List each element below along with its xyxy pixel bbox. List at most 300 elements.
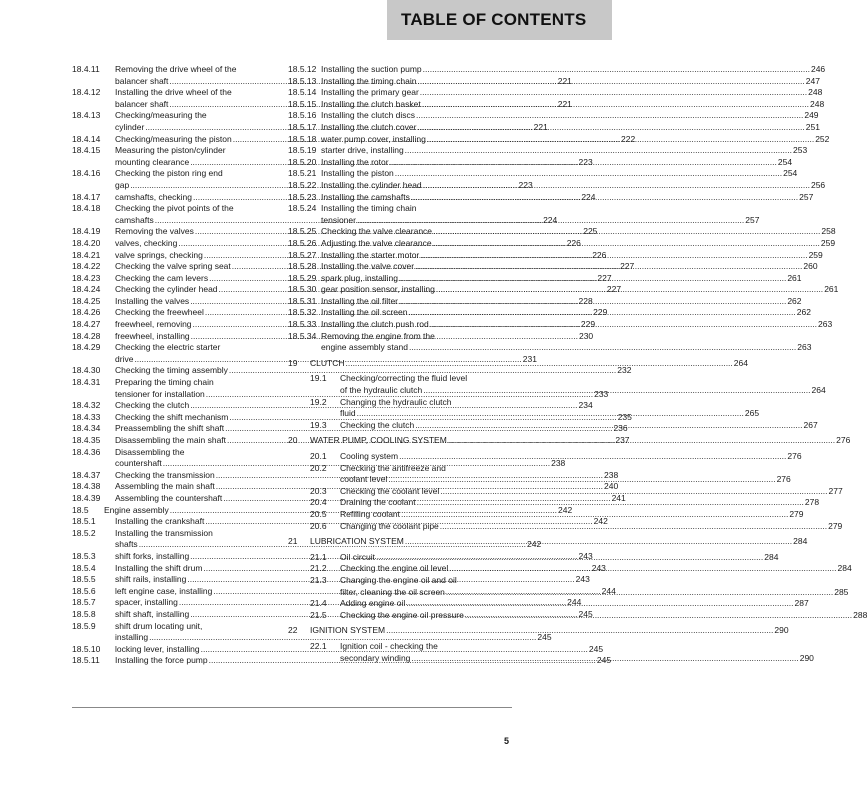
toc-page-number[interactable]: 242 xyxy=(558,504,573,515)
toc-entry-number: 18.4.21 xyxy=(72,249,101,260)
toc-entry-title: Installing the force pump xyxy=(115,655,208,666)
toc-entry-body xyxy=(340,420,818,432)
toc-entry-line xyxy=(321,296,802,308)
toc-page-number[interactable]: 238 xyxy=(604,469,619,480)
toc-entry-line xyxy=(321,87,822,99)
toc-entry-number: 18.4.38 xyxy=(72,481,101,492)
toc-page-number[interactable]: 242 xyxy=(527,539,542,550)
toc-page-number[interactable]: 287 xyxy=(794,598,809,609)
dot-leader xyxy=(399,273,786,285)
toc-entry-number: 18.5.34 xyxy=(288,330,317,341)
toc-page-number[interactable]: 245 xyxy=(596,655,612,666)
toc-entry-title: Installing the suction pump xyxy=(321,64,422,74)
toc-entry-title: Checking the clutch xyxy=(115,400,190,411)
toc-entry-number: 18.4.11 xyxy=(72,64,100,74)
toc-entry-number: 18.5.13 xyxy=(288,75,317,86)
toc-entry-title: coolant level xyxy=(340,474,388,485)
toc-entry-line xyxy=(321,250,823,262)
toc-page-number[interactable]: 232 xyxy=(617,365,632,376)
toc-page-number[interactable]: 221 xyxy=(557,98,572,109)
toc-entry-title: balancer shaft xyxy=(115,75,169,86)
toc-page-number[interactable]: 284 xyxy=(793,536,808,547)
toc-entry-number: 18.5.7 xyxy=(72,597,96,608)
toc-entry-title: Checking the cam levers xyxy=(115,272,209,283)
toc-page-number[interactable]: 261 xyxy=(787,272,802,283)
toc-entry[interactable] xyxy=(288,145,808,157)
toc-entry-number: 22 xyxy=(288,625,298,636)
toc-entry-number: 21.4 xyxy=(310,598,327,609)
toc-entry-title: Installing the valve cover xyxy=(321,261,415,272)
toc-entry-title: mounting clearance xyxy=(115,156,190,167)
toc-entry-body xyxy=(321,261,818,273)
toc-entry-number: 18.5.20 xyxy=(288,156,317,167)
toc-page-number[interactable]: 224 xyxy=(543,214,558,225)
toc-page-number[interactable]: 276 xyxy=(836,435,851,446)
toc-page-number[interactable]: 263 xyxy=(797,342,812,353)
toc-page-number[interactable]: 257 xyxy=(799,191,814,202)
toc-entry-number: 18.5.14 xyxy=(288,87,317,98)
toc-entry-title: Checking/correcting the fluid level xyxy=(340,373,468,384)
toc-entry-number: 18.4.34 xyxy=(72,423,101,434)
toc-entry-number: 18.5.21 xyxy=(288,168,317,179)
toc-page-number[interactable]: 247 xyxy=(805,75,820,86)
toc-entry-title: CLUTCH xyxy=(310,357,345,368)
toc-page-number[interactable]: 229 xyxy=(580,319,596,330)
toc-entry-line xyxy=(340,563,852,575)
toc-entry-number: 18.5.27 xyxy=(288,249,317,260)
toc-entry-number: 18.5.2 xyxy=(72,527,96,538)
toc-entry-title: balancer shaft xyxy=(115,98,169,109)
toc-entry-title: Checking the transmission xyxy=(115,469,215,480)
toc-entry-number: 20.2 xyxy=(310,462,327,473)
toc-entry-line xyxy=(340,408,759,420)
toc-page-number[interactable]: 223 xyxy=(578,156,593,167)
toc-page-number[interactable]: 279 xyxy=(789,508,804,519)
dot-leader xyxy=(376,552,763,564)
toc-entry-title: Preparing the timing chain xyxy=(115,377,214,388)
toc-entry-title: secondary winding xyxy=(340,652,411,663)
toc-entry-number: 20.6 xyxy=(310,520,327,531)
dot-leader xyxy=(415,261,802,273)
toc-page-number[interactable]: 244 xyxy=(601,585,616,596)
toc-entry-body xyxy=(321,238,835,250)
toc-entry-body xyxy=(321,250,823,262)
toc-entry-number: 18.5.24 xyxy=(288,203,317,214)
toc-entry-title: Assembling the countershaft xyxy=(115,492,223,503)
toc-entry-title: filter, cleaning the oil screen xyxy=(340,586,445,597)
toc-page-number[interactable]: 227 xyxy=(620,261,635,272)
toc-entry-title: shift forks, installing xyxy=(115,550,190,561)
toc-page-number[interactable]: 227 xyxy=(597,272,612,283)
toc-page-number[interactable]: 261 xyxy=(824,284,839,295)
toc-entry-title: Preassembling the shift shaft xyxy=(115,423,225,434)
toc-entry-title: Checking the piston ring end xyxy=(115,168,223,179)
toc-entry-number: 18.4.31 xyxy=(72,377,101,388)
toc-entry-title: Checking the clutch xyxy=(340,419,415,430)
toc-page-number[interactable]: 277 xyxy=(828,485,843,496)
toc-entry-line xyxy=(321,99,824,111)
toc-entry-title: Installing the crankshaft xyxy=(115,516,205,527)
toc-header-bar xyxy=(387,0,612,40)
toc-entry-title: IGNITION SYSTEM xyxy=(310,625,386,636)
toc-page-number[interactable]: 243 xyxy=(575,574,590,585)
toc-entry-number: 18.5.4 xyxy=(72,562,96,573)
toc-page-number[interactable]: 241 xyxy=(611,492,626,503)
toc-entry-body xyxy=(340,497,819,509)
toc-page-number[interactable]: 253 xyxy=(792,145,808,156)
toc-page-number[interactable]: 221 xyxy=(533,121,548,132)
toc-page-number[interactable]: 249 xyxy=(804,110,819,121)
toc-page-number[interactable]: 276 xyxy=(776,474,791,485)
toc-page-number[interactable]: 263 xyxy=(818,319,833,330)
toc-page-number[interactable]: 264 xyxy=(811,385,826,396)
toc-entry-title: Disassembling the xyxy=(115,446,185,457)
toc-entry-number: 20 xyxy=(288,435,298,446)
toc-entry-body xyxy=(321,64,825,76)
toc-page-number[interactable]: 259 xyxy=(808,249,823,260)
toc-entry-number: 18.5 xyxy=(72,504,89,515)
toc-entry-line xyxy=(321,192,813,204)
toc-entry-number: 18.4.39 xyxy=(72,492,101,503)
dot-leader xyxy=(440,486,827,498)
toc-page-number[interactable]: 231 xyxy=(522,353,537,364)
dot-leader xyxy=(405,536,792,548)
toc-entry-title: freewheel, removing xyxy=(115,319,192,330)
toc-page-number[interactable]: 237 xyxy=(615,435,630,445)
toc-entry[interactable] xyxy=(288,168,798,180)
toc-entry-body xyxy=(340,509,804,521)
toc-entry-title: Changing the hydraulic clutch xyxy=(340,396,452,407)
toc-entry-number: 18.5.31 xyxy=(288,295,317,306)
toc-entry-title: cylinder xyxy=(115,121,145,132)
toc-page-number[interactable]: 285 xyxy=(834,586,849,597)
toc-page-number[interactable]: 245 xyxy=(578,608,593,619)
toc-entry-body xyxy=(321,307,811,319)
toc-entry-title: Checking the engine oil pressure xyxy=(340,609,464,620)
dot-leader xyxy=(399,451,786,463)
toc-entry-line xyxy=(340,521,842,533)
toc-entry-line xyxy=(321,168,797,180)
toc-entry[interactable] xyxy=(288,451,802,463)
toc-entry-title: Changing the coolant pipe xyxy=(340,520,439,531)
toc-entry-line xyxy=(340,397,759,409)
toc-entry-title: Installing the transmission xyxy=(115,527,213,538)
toc-entry-number: 18.5.5 xyxy=(72,574,96,585)
toc-entry-title: Installing the piston xyxy=(321,168,394,179)
toc-page-number[interactable]: 245 xyxy=(588,643,604,654)
toc-entry-title: Installing the clutch basket xyxy=(321,98,421,109)
toc-entry-body xyxy=(321,134,829,146)
toc-entry-body xyxy=(321,203,759,226)
toc-page-number[interactable]: 257 xyxy=(745,214,760,225)
toc-page-number[interactable]: 243 xyxy=(578,550,593,561)
dot-leader xyxy=(386,625,773,637)
toc-page-number[interactable]: 259 xyxy=(820,237,836,248)
toc-entry-body xyxy=(340,397,759,420)
dot-leader xyxy=(399,296,786,308)
toc-entry-number: 18.4.12 xyxy=(72,87,101,98)
toc-page-number[interactable]: 251 xyxy=(805,121,820,132)
toc-entry-number: 18.4.32 xyxy=(72,400,101,411)
toc-entry-number: 18.5.18 xyxy=(288,133,317,144)
toc-entry-number: 21.3 xyxy=(310,574,327,585)
toc-entry-title: valves, checking xyxy=(115,237,178,248)
toc-entry-body xyxy=(310,358,748,370)
toc-entry-number: 18.4.26 xyxy=(72,307,101,318)
toc-page-number[interactable]: 227 xyxy=(606,284,622,295)
toc-entry-line xyxy=(310,358,748,370)
toc-entry-body xyxy=(321,284,838,296)
toc-entry-number: 18.4.37 xyxy=(72,469,101,480)
toc-entry-body xyxy=(321,145,807,157)
dot-leader xyxy=(401,509,788,521)
toc-entry-body xyxy=(310,435,850,447)
toc-page-number[interactable]: 262 xyxy=(787,295,802,306)
toc-entry-line xyxy=(340,486,843,498)
toc-entry-line xyxy=(321,238,835,250)
toc-entry-title: LUBRICATION SYSTEM xyxy=(310,536,404,547)
toc-entry-title: Checking the valve spring seat xyxy=(115,261,231,272)
dot-leader xyxy=(423,385,810,397)
toc-entry-line xyxy=(321,284,838,296)
toc-entry-title: Checking the valve clearance xyxy=(321,226,433,237)
toc-entry-title: Checking the cylinder head xyxy=(115,284,218,295)
toc-entry[interactable] xyxy=(72,365,632,377)
toc-page-number[interactable]: 224 xyxy=(581,191,596,202)
toc-entry-title: Checking the electric starter xyxy=(115,342,221,353)
dot-leader xyxy=(409,342,796,354)
toc-page-number[interactable]: 265 xyxy=(744,408,760,419)
toc-entry-title: Installing the shift drum xyxy=(115,562,203,573)
toc-entry-title: Checking the antifreeze and xyxy=(340,462,446,473)
toc-page-number[interactable]: 244 xyxy=(567,597,582,608)
toc-entry-number: 18.5.15 xyxy=(288,98,317,109)
toc-entry-body xyxy=(340,463,791,486)
toc-entry-line xyxy=(321,76,820,88)
toc-page-number[interactable]: 238 xyxy=(551,458,566,469)
dot-leader xyxy=(417,76,804,88)
toc-entry-title: freewheel, installing xyxy=(115,330,190,341)
toc-page-number[interactable]: 223 xyxy=(518,179,533,190)
toc-page-number[interactable]: 284 xyxy=(764,551,779,562)
toc-entry-title: water pump cover, installing xyxy=(321,133,426,144)
toc-entry-number: 18.4.27 xyxy=(72,319,101,330)
toc-page-number[interactable]: 256 xyxy=(810,179,826,190)
toc-entry-number: 18.4.25 xyxy=(72,295,101,306)
toc-entry-body xyxy=(340,521,842,533)
toc-entry-line xyxy=(310,536,807,548)
toc-page-number[interactable]: 233 xyxy=(594,388,609,399)
dot-leader xyxy=(446,587,833,599)
toc-entry-body xyxy=(340,575,848,598)
toc-entry-line xyxy=(321,319,832,331)
toc-entry-number: 18.5.6 xyxy=(72,585,96,596)
toc-entry-title: Oil circuit xyxy=(340,551,375,562)
toc-page-number[interactable]: 290 xyxy=(774,625,789,636)
toc-entry-title: Changing the engine oil and oil xyxy=(340,574,457,585)
toc-entry-title: Checking the pivot points of the xyxy=(115,203,234,214)
toc-page-number[interactable]: 229 xyxy=(593,307,608,318)
toc-entry-line xyxy=(340,552,778,564)
toc-entry-body xyxy=(321,180,825,192)
toc-entry-number: 20.1 xyxy=(310,451,327,461)
toc-page-number[interactable]: 267 xyxy=(803,419,818,430)
toc-entry-number: 18.5.8 xyxy=(72,608,96,619)
toc-entry-title: Installing the rotor xyxy=(321,156,389,167)
toc-page-number[interactable]: 236 xyxy=(613,423,628,434)
toc-page-number[interactable]: 234 xyxy=(578,400,593,411)
toc-entry-title: Installing the drive wheel of the xyxy=(115,87,232,98)
toc-entry-title: Installing the camshafts xyxy=(321,191,410,202)
toc-page-number[interactable]: 248 xyxy=(808,87,823,98)
toc-entry-number: 18.4.28 xyxy=(72,330,101,341)
toc-entry-body xyxy=(321,110,819,122)
toc-entry-line xyxy=(321,203,759,215)
toc-entry-title: Refilling coolant xyxy=(340,508,401,519)
toc-page-number[interactable]: 230 xyxy=(578,330,594,341)
toc-entry-number: 18.4.23 xyxy=(72,272,101,283)
toc-entry-number: 20.3 xyxy=(310,485,327,496)
toc-entry-title: Installing the primary gear xyxy=(321,87,419,98)
toc-entry-number: 18.4.17 xyxy=(72,191,101,202)
toc-entry-body xyxy=(310,625,789,637)
toc-entry-line xyxy=(321,226,836,238)
dot-leader xyxy=(422,99,809,111)
toc-entry-title: Disassembling the main shaft xyxy=(115,435,227,445)
toc-entry[interactable] xyxy=(288,87,823,99)
toc-entry-number: 18.4.20 xyxy=(72,237,101,248)
toc-entry-title: Checking/measuring the xyxy=(115,110,207,121)
toc-entry-title: Installing the timing chain xyxy=(321,75,417,86)
toc-page-number[interactable]: 264 xyxy=(733,357,748,368)
toc-entry-number: 18.5.1 xyxy=(72,516,96,527)
toc-entry-number: 18.4.19 xyxy=(72,226,101,237)
toc-entry-line xyxy=(340,474,791,486)
toc-entry-title: Installing the oil filter xyxy=(321,295,399,306)
toc-entry-title: starter drive, installing xyxy=(321,145,404,156)
toc-entry-title: Installing the cylinder head xyxy=(321,179,422,190)
dot-leader xyxy=(411,192,798,204)
toc-entry-number: 18.4.24 xyxy=(72,284,101,295)
toc-entry-body xyxy=(321,296,802,308)
toc-entry-number: 18.4.29 xyxy=(72,342,101,353)
toc-page-number[interactable]: 240 xyxy=(604,481,619,492)
toc-page-number[interactable]: 254 xyxy=(783,168,798,179)
toc-entry-body xyxy=(340,563,852,575)
toc-entry-number: 18.5.16 xyxy=(288,110,317,121)
toc-page-number[interactable]: 254 xyxy=(777,156,793,167)
toc-entry-title: gap xyxy=(115,179,130,190)
toc-entry-number: 21.1 xyxy=(310,551,327,562)
toc-page-number[interactable]: 262 xyxy=(796,307,811,318)
toc-page-number[interactable]: 290 xyxy=(799,652,814,663)
toc-entry-body xyxy=(321,192,813,204)
toc-entry-title: left engine case, installing xyxy=(115,585,213,596)
dot-leader xyxy=(423,64,810,76)
toc-entry-number: 21 xyxy=(288,536,298,547)
toc-entry-title: fluid xyxy=(340,408,356,419)
toc-entry-body xyxy=(340,451,802,463)
dot-leader xyxy=(423,180,810,192)
toc-entry-title: countershaft xyxy=(115,458,162,469)
toc-entry-line xyxy=(340,610,867,622)
dot-leader xyxy=(433,226,820,238)
toc-page-number[interactable]: 252 xyxy=(815,133,830,144)
toc-entry-title: Installing the clutch cover xyxy=(321,121,417,132)
toc-page-number[interactable]: 284 xyxy=(837,563,852,574)
toc-entry-title: Installing the valves xyxy=(115,295,190,306)
toc-entry[interactable] xyxy=(288,625,789,637)
toc-entry-title: Removing the engine from the xyxy=(321,330,435,341)
toc-entry-title: shafts xyxy=(115,539,138,550)
footer-divider xyxy=(72,707,512,708)
toc-page-number[interactable]: 226 xyxy=(566,237,581,248)
toc-entry-body xyxy=(321,273,802,285)
toc-entry-body xyxy=(340,641,814,664)
toc-entry-body xyxy=(340,486,843,498)
toc-entry-line xyxy=(340,587,848,599)
toc-page-number[interactable]: 248 xyxy=(810,98,825,109)
dot-leader xyxy=(448,435,835,447)
toc-entry-line xyxy=(310,625,789,637)
toc-entry-line xyxy=(321,261,818,273)
toc-entry-body xyxy=(321,168,797,180)
toc-page-number[interactable]: 288 xyxy=(853,609,867,620)
toc-page-number[interactable]: 276 xyxy=(787,451,802,461)
dot-leader xyxy=(417,497,804,509)
toc-entry[interactable] xyxy=(288,110,819,122)
toc-entry-number: 19.3 xyxy=(310,419,327,430)
toc-entry-number: 18.5.9 xyxy=(72,620,96,631)
toc-page-number[interactable]: 245 xyxy=(537,632,552,643)
toc-page-number[interactable]: 260 xyxy=(803,261,818,272)
toc-entry-title: locking lever, installing xyxy=(115,643,200,654)
toc-entry-title: camshafts xyxy=(115,214,154,225)
toc-entry-number: 18.5.10 xyxy=(72,643,101,654)
toc-entry-line xyxy=(321,273,802,285)
toc-page-number[interactable]: 225 xyxy=(583,226,598,237)
toc-entry[interactable] xyxy=(288,64,826,76)
toc-page-number[interactable]: 278 xyxy=(804,497,820,508)
toc-page-number[interactable]: 228 xyxy=(578,295,593,306)
toc-entry-line xyxy=(340,641,814,653)
toc-entry-title: engine assembly stand xyxy=(321,342,408,353)
toc-page-number[interactable]: 221 xyxy=(557,75,572,86)
toc-entry-number: 20.4 xyxy=(310,497,327,508)
toc-page-number[interactable]: 226 xyxy=(592,249,607,260)
toc-entry-number: 18.5.19 xyxy=(288,145,317,156)
toc-page-number[interactable]: 279 xyxy=(828,520,843,531)
toc-page-number[interactable]: 222 xyxy=(621,133,636,144)
toc-entry-title: Removing the valves xyxy=(115,226,194,237)
toc-page-number[interactable]: 246 xyxy=(810,64,826,74)
toc-page-number[interactable]: 243 xyxy=(591,562,606,573)
toc-entry-title: camshafts, checking xyxy=(115,191,193,202)
toc-entry-number: 18.5.11 xyxy=(72,655,100,666)
toc-page-number[interactable]: 258 xyxy=(821,226,836,237)
toc-entry-title: Installing the clutch discs xyxy=(321,110,416,121)
toc-entry-body xyxy=(340,610,867,622)
toc-entry-title: shift shaft, installing xyxy=(115,608,190,619)
toc-page-number[interactable]: 242 xyxy=(593,516,608,527)
toc-entry-number: 20.5 xyxy=(310,508,327,519)
toc-page-number[interactable]: 235 xyxy=(617,411,632,422)
toc-entry-title: Cooling system xyxy=(340,451,399,461)
toc-entry-number: 18.5.12 xyxy=(288,64,317,74)
toc-entry-title: Draining the coolant xyxy=(340,497,416,508)
toc-entry-number: 19.2 xyxy=(310,396,327,407)
toc-entry-title: Removing the drive wheel of the xyxy=(115,64,237,74)
